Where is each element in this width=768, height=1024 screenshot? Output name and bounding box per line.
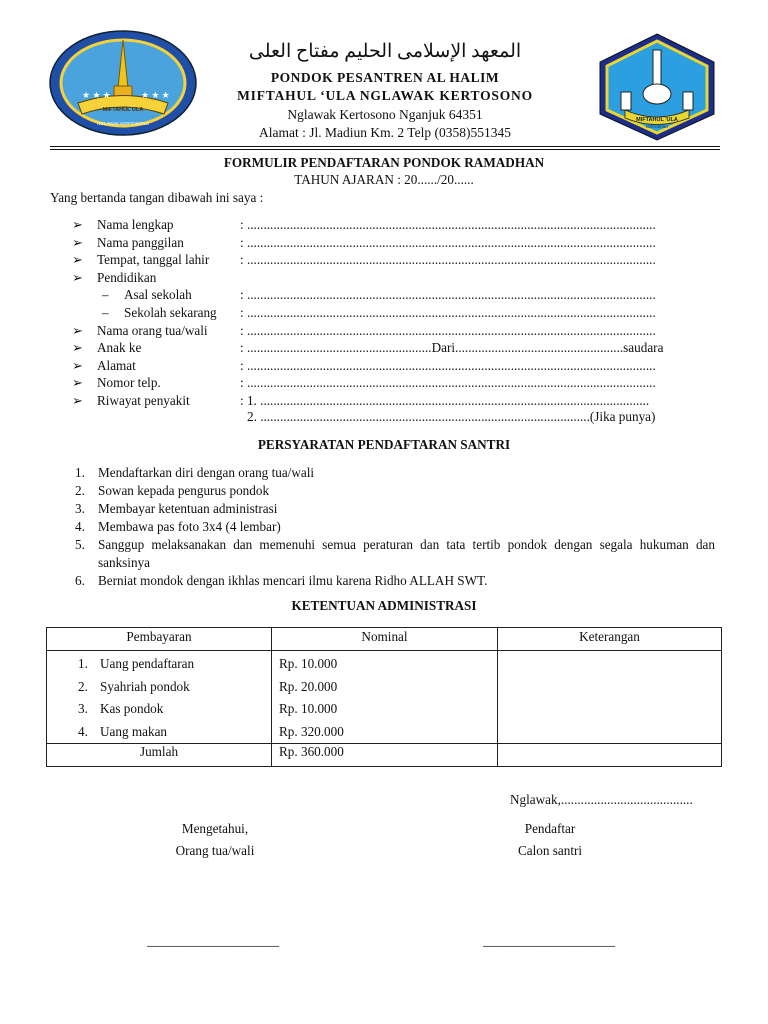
payment-item-number: 2.: [78, 678, 88, 694]
place-date: Nglawak,........................................: [510, 792, 693, 807]
requirement-number: 5.: [75, 537, 85, 552]
requirement-text: Mendaftarkan diri dengan orang tua/wali: [98, 465, 315, 480]
requirement-text: Sowan kepada pengurus pondok: [98, 483, 270, 498]
payment-item-number: 4.: [78, 723, 88, 739]
admin-title: KETENTUAN ADMINISTRASI: [291, 598, 477, 613]
field-label: Nama lengkap: [97, 217, 174, 232]
logo-right: [597, 32, 717, 142]
payment-amount: Rp. 320.000: [279, 723, 344, 739]
sig-right-line1: Pendaftar: [524, 821, 576, 836]
form-field-row: [72, 251, 722, 269]
header-line3: Nglawak Kertosono Nganjuk 64351: [287, 107, 483, 122]
form-field-row: [72, 357, 722, 375]
svg-text:KERTOSONO: KERTOSONO: [645, 125, 669, 129]
payment-item: [47, 653, 271, 676]
sig-left-blank: ____________________: [147, 933, 279, 948]
svg-text:★ ★ ★: ★ ★ ★: [82, 90, 111, 100]
payment-item: [47, 676, 271, 699]
form-field-row: [72, 339, 722, 357]
col-header-nominal: Nominal: [272, 628, 498, 651]
header-divider: [50, 146, 720, 150]
col-header-notes: Keterangan: [498, 628, 722, 651]
field-fill-line[interactable]: : ............................................................................................................................: [240, 322, 656, 338]
total-notes: [498, 744, 722, 767]
payment-amount: Rp. 10.000: [279, 656, 338, 671]
requirement-number: 4.: [75, 519, 85, 534]
disease-line-2: 2. ....................................................................................................(Jika punya): [247, 409, 656, 424]
form-field-row: [72, 286, 722, 304]
svg-text:MIFTAHUL 'ULA: MIFTAHUL 'ULA: [636, 117, 678, 123]
svg-text:MIFTAHUL ULA: MIFTAHUL ULA: [102, 107, 144, 113]
arrow-bullet-icon: ➢: [72, 322, 84, 338]
header-line1: PONDOK PESANTREN AL HALIM: [270, 70, 500, 85]
form-field-row: [72, 269, 722, 287]
field-label: Anak ke: [97, 340, 142, 356]
payment-item-label: Kas pondok: [100, 701, 164, 716]
requirement-number: 1.: [75, 465, 85, 480]
logo-left: [48, 28, 198, 138]
field-fill-line[interactable]: : ............................................................................................................................: [240, 234, 656, 250]
arrow-bullet-icon: ➢: [72, 340, 84, 356]
requirement-item: [75, 500, 715, 518]
svg-text:NGLAWAK KERTOSONO: NGLAWAK KERTOSONO: [96, 121, 150, 126]
requirement-text: Berniat mondok dengan ikhlas mencari ilmu karena Ridho ALLAH SWT.: [98, 573, 488, 588]
arrow-bullet-icon: ➢: [72, 357, 84, 373]
sig-right-line2: Calon santri: [517, 843, 583, 858]
arrow-bullet-icon: ➢: [72, 217, 84, 232]
arrow-bullet-icon: ➢: [72, 252, 84, 268]
field-fill-line[interactable]: : ............................................................................................................................: [240, 357, 656, 373]
field-fill-line[interactable]: : ............................................................................................................................: [240, 305, 656, 320]
field-label: Nama panggilan: [97, 234, 184, 250]
payment-item: [47, 698, 271, 721]
col-header-payment: Pembayaran: [47, 628, 272, 651]
amount-items-cell: [272, 651, 498, 744]
requirements-title: PERSYARATAN PENDAFTARAN SANTRI: [257, 437, 511, 452]
field-label: Nama orang tua/wali: [97, 322, 208, 338]
field-fill-line[interactable]: : 1. ......................................................................................................................: [240, 393, 650, 408]
sig-left-line2: Orang tua/wali: [175, 843, 255, 858]
field-fill-line[interactable]: : ............................................................................................................................: [240, 252, 656, 268]
requirement-item: [75, 464, 715, 482]
requirement-text: Sanggup melaksanakan dan memenuhi semua peraturan dan tata tertib pondok dengan segala hukuman dan sanksinya: [98, 537, 715, 570]
sig-left-line1: Mengetahui,: [181, 821, 249, 836]
form-field-row: [72, 392, 722, 410]
dash-bullet-icon: –: [102, 287, 109, 303]
arrow-bullet-icon: ➢: [72, 393, 84, 408]
total-label: Jumlah: [47, 744, 272, 767]
requirement-item: [75, 482, 715, 500]
form-field-row: [72, 304, 722, 322]
form-field-row: [72, 374, 722, 392]
payment-amount: Rp. 20.000: [279, 678, 338, 694]
requirement-text: Membayar ketentuan administrasi: [98, 501, 278, 516]
sig-right-blank: ____________________: [483, 933, 615, 948]
payment-items-cell: [47, 651, 272, 744]
arrow-bullet-icon: ➢: [72, 375, 84, 391]
requirement-item: [75, 536, 715, 572]
arabic-title: المعهد الإسلامى الحليم مفتاح العلى: [248, 41, 522, 62]
field-label: Nomor telp.: [97, 375, 161, 391]
field-fill-line[interactable]: : ............................................................................................................................: [240, 375, 656, 391]
payment-item-number: 3.: [78, 701, 88, 716]
form-field-row: [72, 322, 722, 340]
notes-cell: [498, 651, 722, 744]
requirement-number: 3.: [75, 501, 85, 516]
field-label: Pendidikan: [97, 269, 157, 285]
form-year: TAHUN AJARAN : 20....../20......: [294, 172, 474, 187]
admin-table: [46, 627, 722, 767]
field-label: Alamat: [97, 357, 136, 373]
payment-amount: Rp. 10.000: [279, 701, 338, 716]
form-field-row: [72, 234, 722, 252]
arrow-bullet-icon: ➢: [72, 234, 84, 250]
field-label: Tempat, tanggal lahir: [97, 252, 210, 268]
dash-bullet-icon: –: [102, 305, 109, 320]
field-label: Asal sekolah: [124, 287, 192, 303]
requirement-item: [75, 518, 715, 536]
field-label: Sekolah sekarang: [124, 305, 217, 320]
header-line4: Alamat : Jl. Madiun Km. 2 Telp (0358)551345: [259, 125, 511, 140]
payment-item: [47, 721, 271, 744]
payment-item-label: Uang makan: [100, 723, 168, 739]
requirement-number: 6.: [75, 573, 85, 588]
requirement-item: [75, 572, 715, 590]
payment-item-number: 1.: [78, 656, 88, 671]
svg-text:★ ★ ★: ★ ★ ★: [141, 90, 170, 100]
payment-item-label: Syahriah pondok: [100, 678, 190, 694]
arrow-bullet-icon: ➢: [72, 269, 84, 285]
requirement-text: Membawa pas foto 3x4 (4 lembar): [98, 519, 281, 534]
form-intro: Yang bertanda tangan dibawah ini saya :: [50, 190, 264, 205]
field-fill-line[interactable]: : ............................................................................................................................: [240, 217, 656, 232]
header-line2: MIFTAHUL ‘ULA NGLAWAK KERTOSONO: [237, 88, 533, 103]
payment-item-label: Uang pendaftaran: [100, 656, 195, 671]
field-fill-line[interactable]: : ........................................................Dari...................................................saudara: [240, 340, 664, 356]
field-fill-line[interactable]: : ............................................................................................................................: [240, 287, 656, 303]
form-field-row: [72, 216, 722, 234]
requirement-number: 2.: [75, 483, 85, 498]
field-label: Riwayat penyakit: [97, 393, 190, 408]
form-title: FORMULIR PENDAFTARAN PONDOK RAMADHAN: [223, 155, 545, 170]
total-amount: Rp. 360.000: [272, 744, 498, 767]
